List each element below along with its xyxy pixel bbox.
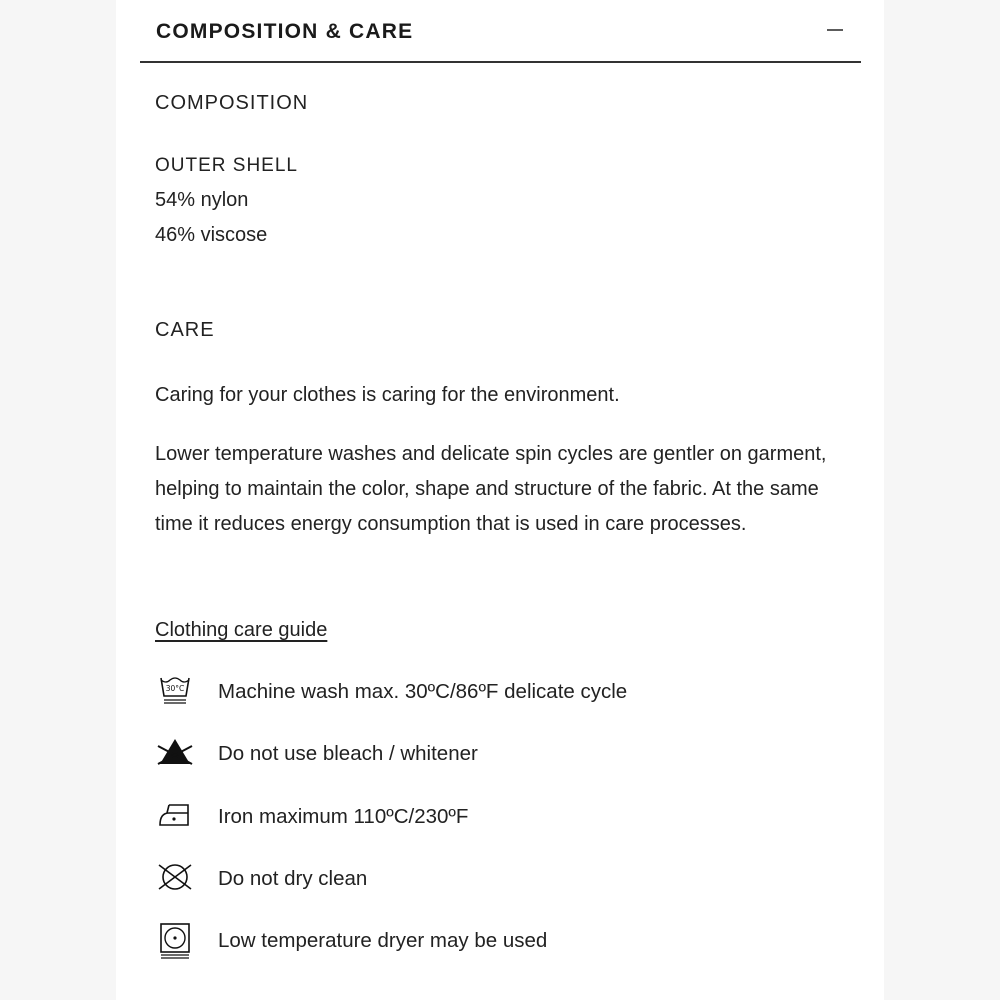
care-heading: CARE bbox=[155, 319, 215, 341]
care-instruction-iron bbox=[155, 797, 855, 837]
iron-low-icon bbox=[155, 797, 195, 837]
care-instruction-text: Machine wash max. 30ºC/86ºF delicate cycle bbox=[218, 680, 628, 703]
care-instruction-dryer bbox=[155, 921, 855, 961]
care-instruction-text: Iron maximum 110ºC/230ºF bbox=[218, 805, 469, 828]
care-instruction-bleach bbox=[155, 734, 855, 774]
no-bleach-icon bbox=[155, 734, 195, 774]
section-title: COMPOSITION & CARE bbox=[156, 20, 414, 43]
collapse-button[interactable] bbox=[821, 14, 849, 42]
accordion-header[interactable] bbox=[140, 0, 861, 63]
care-instruction-text: Do not use bleach / whitener bbox=[218, 742, 478, 765]
svg-text:30°C: 30°C bbox=[165, 684, 185, 693]
minus-icon bbox=[821, 14, 849, 42]
material-line: 54% nylon bbox=[155, 189, 249, 211]
care-intro: Caring for your clothes is caring for the environment. bbox=[155, 384, 620, 406]
no-dry-clean-icon bbox=[155, 859, 195, 899]
material-line: 46% viscose bbox=[155, 224, 268, 246]
wash-30-icon bbox=[155, 672, 195, 712]
care-instruction-dry-clean bbox=[155, 859, 855, 899]
care-instruction-wash bbox=[155, 672, 855, 712]
care-description: Lower temperature washes and delicate spin cycles are gentler on garment, helping to maintain the color, shape and structure of the fabric. At the same time it reduces energy consumption that is used in care processes. bbox=[155, 443, 827, 535]
clothing-care-guide-link[interactable]: Clothing care guide bbox=[155, 619, 328, 641]
care-instruction-text: Do not dry clean bbox=[218, 867, 368, 890]
outer-shell-label: OUTER SHELL bbox=[155, 155, 298, 176]
composition-heading: COMPOSITION bbox=[155, 92, 309, 114]
tumble-dry-low-icon bbox=[155, 921, 195, 961]
care-instruction-text: Low temperature dryer may be used bbox=[218, 929, 548, 952]
